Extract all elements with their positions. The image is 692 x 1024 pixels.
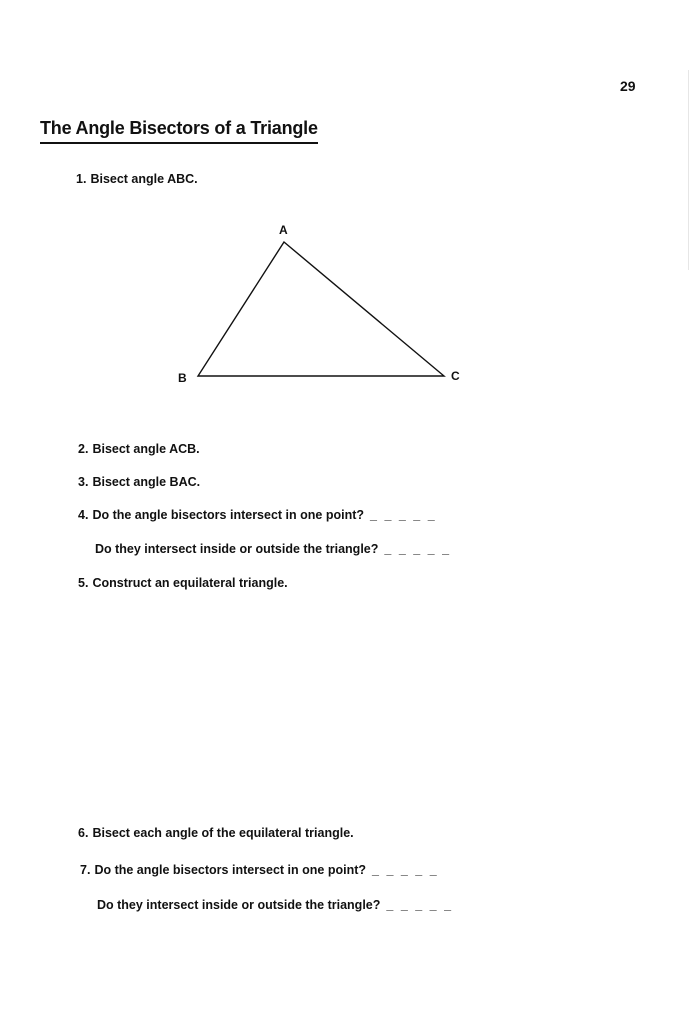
- exercise-text: Bisect angle ABC.: [90, 172, 198, 186]
- exercise-number: 6.: [78, 826, 89, 840]
- page-edge-mark: [688, 70, 689, 270]
- exercise-2: [78, 442, 200, 456]
- exercise-number: 5.: [78, 576, 89, 590]
- exercise-text: Do they intersect inside or outside the triangle?: [95, 542, 379, 556]
- exercise-text: Do the angle bisectors intersect in one point?: [94, 863, 367, 877]
- vertex-label-b: B: [178, 371, 187, 385]
- exercise-4-followup: [95, 542, 451, 556]
- exercise-text: Do they intersect inside or outside the triangle?: [97, 898, 381, 912]
- vertex-label-a: A: [279, 223, 288, 237]
- exercise-text: Do the angle bisectors intersect in one point?: [92, 508, 365, 522]
- exercise-3: [78, 475, 200, 489]
- exercise-text: Bisect each angle of the equilateral triangle.: [92, 826, 354, 840]
- answer-blank[interactable]: _ _ _ _ _: [384, 542, 452, 556]
- exercise-6: [78, 826, 354, 840]
- exercise-text: Construct an equilateral triangle.: [92, 576, 288, 590]
- exercise-7: [80, 863, 439, 877]
- page-title: The Angle Bisectors of a Triangle: [40, 118, 318, 144]
- exercise-number: 7.: [80, 863, 91, 877]
- exercise-4: [78, 508, 437, 522]
- answer-blank[interactable]: _ _ _ _ _: [386, 898, 454, 912]
- exercise-number: 4.: [78, 508, 89, 522]
- exercise-7-followup: [97, 898, 453, 912]
- answer-blank[interactable]: _ _ _ _ _: [372, 863, 439, 877]
- exercise-text: Bisect angle BAC.: [92, 475, 201, 489]
- exercise-5: [78, 576, 288, 590]
- exercise-number: 2.: [78, 442, 89, 456]
- exercise-1: [76, 172, 198, 186]
- exercise-number: 3.: [78, 475, 89, 489]
- page-number: 29: [620, 78, 636, 94]
- vertex-label-c: C: [451, 369, 460, 383]
- exercise-number: 1.: [76, 172, 87, 186]
- answer-blank[interactable]: _ _ _ _ _: [370, 508, 437, 522]
- triangle-abc-outline: [198, 242, 444, 376]
- exercise-text: Bisect angle ACB.: [92, 442, 200, 456]
